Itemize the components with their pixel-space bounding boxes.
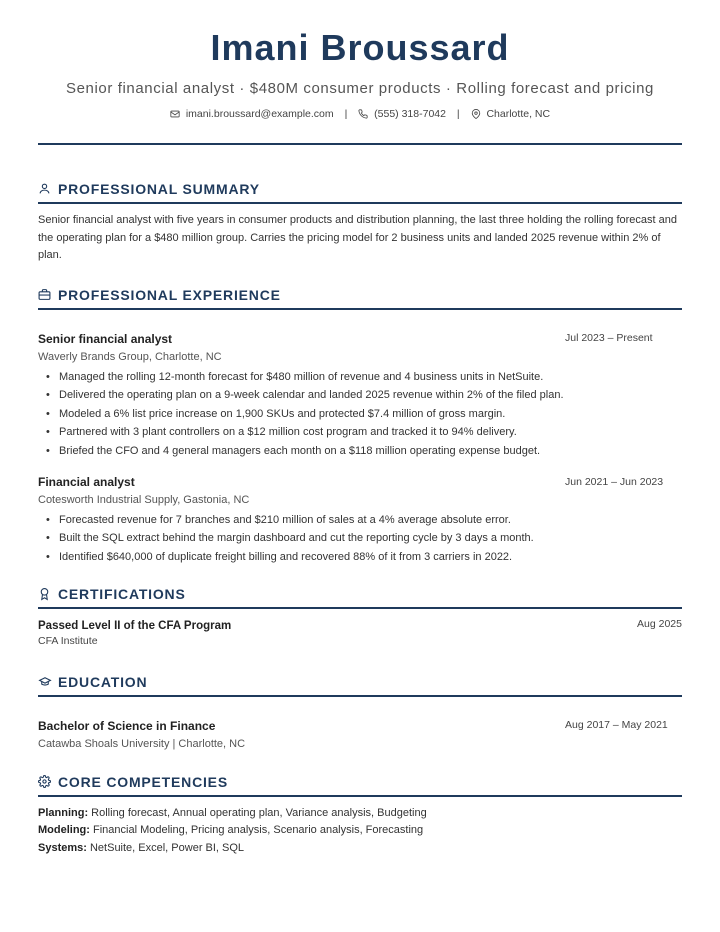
list-item: • Forecasted revenue for 7 branches and $210 million of sales at a 4% average absolute error. [38,511,682,529]
gear-icon [38,775,52,789]
job-dates: Jul 2023 – Present [565,332,653,344]
briefcase-icon [38,288,52,302]
competency-value: NetSuite, Excel, Power BI, SQL [89,842,245,854]
phone-icon [358,108,374,120]
list-item: • Managed the rolling 12-month forecast for $480 million of revenue and 4 business units in NetSuite. [38,368,682,386]
competency-label: Modeling: [38,824,90,836]
job-dates: Jun 2021 – Jun 2023 [565,476,664,488]
summary-text: Senior financial analyst with five years in consumer products and distribution planning, the last three holding the rolling forecast and the operating plan for a $480 million group. Carries the pricing model for 2 business units and landed 2025 revenue within 2% of plan. [38,214,677,262]
section-summary-heading [38,180,682,204]
map-pin-icon [471,108,487,120]
section-title: CORE COMPETENCIES [58,774,228,790]
list-item: • Built the SQL extract behind the margin dashboard and cut the reporting cycle by 3 days a month. [38,529,682,547]
degree-title: Bachelor of Science in Finance [38,719,216,733]
contact-location: Charlotte, NC [486,108,551,120]
section-education-heading [38,673,682,697]
job-title: Financial analyst [38,475,135,489]
section-certifications-heading [38,585,682,609]
section-title: EDUCATION [58,674,148,690]
header-divider [38,143,682,145]
competency-label: Systems: [38,842,87,854]
certification-name: Passed Level II of the CFA Program [38,620,232,632]
contact-line [38,106,682,122]
person-icon [38,182,52,196]
certification-date: Aug 2025 [637,618,682,630]
competency-value: Rolling forecast, Annual operating plan, Variance analysis, Budgeting [91,807,427,819]
contact-phone[interactable]: (555) 318-7042 [374,108,446,120]
section-title: CERTIFICATIONS [58,586,186,602]
job-organization: Cotesworth Industrial Supply, Gastonia, NC [38,494,250,506]
list-item: • Identified $640,000 of duplicate freight billing and recovered 88% of it from 3 carriers in 2022. [38,548,682,566]
competency-row [38,806,427,820]
award-icon [38,587,52,601]
education-dates: Aug 2017 – May 2021 [565,719,668,731]
contact-separator: | [344,108,348,120]
list-item: • Delivered the operating plan on a 9-week calendar and landed 2025 revenue within 2% of the filed plan. [38,386,682,404]
section-title: PROFESSIONAL SUMMARY [58,181,260,197]
job-bullets [38,511,682,566]
list-item: • Modeled a 6% list price increase on 1,900 SKUs and protected $7.4 million of gross margin. [38,405,682,423]
job-organization: Waverly Brands Group, Charlotte, NC [38,351,222,363]
competency-row [38,823,423,837]
mail-icon [170,108,186,120]
section-competencies-heading [38,773,682,797]
competency-value: Financial Modeling, Pricing analysis, Scenario analysis, Forecasting [93,824,424,836]
section-experience-heading [38,286,682,310]
contact-email[interactable]: imani.broussard@example.com [185,108,334,120]
competency-row [38,841,244,855]
certification-issuer: CFA Institute [38,635,98,647]
headline: Senior financial analyst · $480M consumer products · Rolling forecast and pricing [65,80,655,97]
list-item: • Partnered with 3 plant controllers on a $12 million cost program and tracked it to 94% delivery. [38,423,682,441]
job-title: Senior financial analyst [38,332,173,346]
school-name: Catawba Shoals University | Charlotte, NC [38,738,246,750]
candidate-name: Imani Broussard [210,27,510,68]
graduation-cap-icon [38,675,52,689]
competency-label: Planning: [38,807,89,819]
list-item: • Briefed the CFO and 4 general managers each month on a $118 million operating expense budget. [38,442,682,460]
contact-separator: | [456,108,460,120]
job-bullets [38,368,682,460]
section-title: PROFESSIONAL EXPERIENCE [58,287,281,303]
